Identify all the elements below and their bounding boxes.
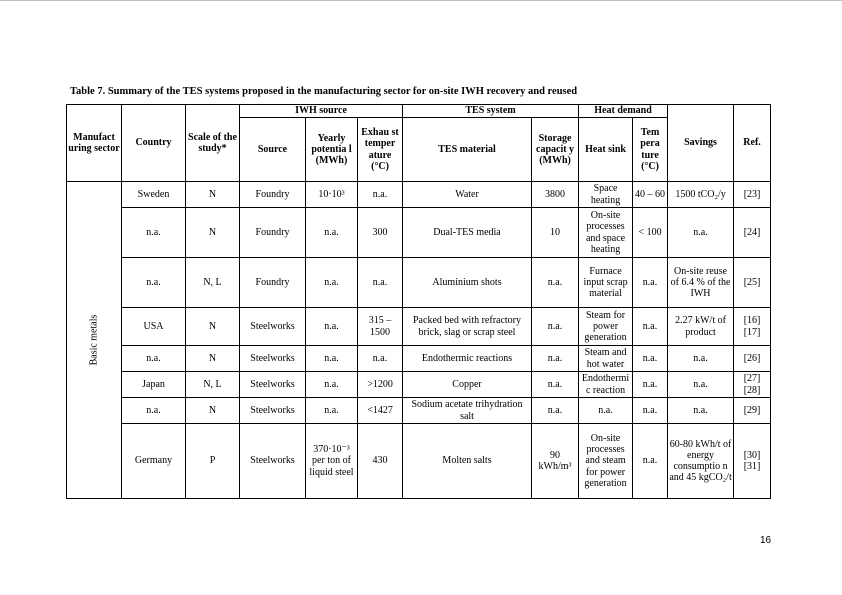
cell-ref: [30] [31] — [734, 424, 771, 499]
cell-tes-material: Endothermic reactions — [403, 346, 532, 372]
cell-savings: n.a. — [668, 372, 734, 398]
top-border-line — [0, 0, 842, 1]
table-row — [67, 346, 771, 372]
cell-heat-sink: Space heating — [579, 182, 633, 208]
cell-country: n.a. — [122, 258, 186, 308]
cell-storage-capacity: n.a. — [532, 398, 579, 424]
table-row — [67, 258, 771, 308]
table-row — [67, 182, 771, 208]
cell-yearly-potential: n.a. — [306, 208, 358, 258]
cell-tes-material: Water — [403, 182, 532, 208]
table-row — [67, 308, 771, 346]
cell-source: Steelworks — [240, 398, 306, 424]
cell-source: Steelworks — [240, 308, 306, 346]
header-ref: Ref. — [734, 105, 771, 182]
cell-yearly-potential: n.a. — [306, 372, 358, 398]
table-row — [67, 372, 771, 398]
cell-temperature: < 100 — [633, 208, 668, 258]
cell-scale: N — [186, 208, 240, 258]
cell-ref: [27] [28] — [734, 372, 771, 398]
cell-yearly-potential: n.a. — [306, 258, 358, 308]
header-heat-sink: Heat sink — [579, 118, 633, 182]
cell-heat-sink: On-site processes and steam for power generation — [579, 424, 633, 499]
cell-storage-capacity: 3800 — [532, 182, 579, 208]
header-exhaust-temperature: Exhau st temper ature (°C) — [358, 118, 403, 182]
cell-source: Foundry — [240, 208, 306, 258]
cell-exhaust-temperature: 315 – 1500 — [358, 308, 403, 346]
cell-ref: [29] — [734, 398, 771, 424]
cell-tes-material: Molten salts — [403, 424, 532, 499]
cell-country: n.a. — [122, 398, 186, 424]
cell-source: Foundry — [240, 258, 306, 308]
cell-tes-material: Aluminium shots — [403, 258, 532, 308]
cell-temperature: n.a. — [633, 398, 668, 424]
cell-temperature: n.a. — [633, 258, 668, 308]
cell-yearly-potential: n.a. — [306, 346, 358, 372]
cell-source: Steelworks — [240, 424, 306, 499]
cell-yearly-potential: n.a. — [306, 308, 358, 346]
cell-tes-material: Packed bed with refractory brick, slag or scrap steel — [403, 308, 532, 346]
cell-scale: N — [186, 182, 240, 208]
cell-ref: [24] — [734, 208, 771, 258]
cell-heat-sink: On-site processes and space heating — [579, 208, 633, 258]
cell-yearly-potential: n.a. — [306, 398, 358, 424]
cell-country: Japan — [122, 372, 186, 398]
cell-tes-material: Dual-TES media — [403, 208, 532, 258]
header-source: Source — [240, 118, 306, 182]
cell-country: Germany — [122, 424, 186, 499]
cell-exhaust-temperature: 300 — [358, 208, 403, 258]
table-caption: Table 7. Summary of the TES systems proposed in the manufacturing sector for on-site IWH recovery and reused — [70, 86, 578, 97]
cell-heat-sink: Steam for power generation — [579, 308, 633, 346]
header-tes-material: TES material — [403, 118, 532, 182]
cell-temperature: n.a. — [633, 346, 668, 372]
header-temperature: Tem pera ture (°C) — [633, 118, 668, 182]
cell-storage-capacity: n.a. — [532, 258, 579, 308]
cell-storage-capacity: n.a. — [532, 346, 579, 372]
cell-scale: N, L — [186, 372, 240, 398]
group-heat-demand: Heat demand — [579, 105, 668, 118]
header-scale: Scale of the study* — [186, 105, 240, 182]
cell-exhaust-temperature: n.a. — [358, 258, 403, 308]
cell-yearly-potential: 370·10⁻³ per ton of liquid steel — [306, 424, 358, 499]
cell-savings: n.a. — [668, 346, 734, 372]
header-country: Country — [122, 105, 186, 182]
cell-temperature: n.a. — [633, 372, 668, 398]
cell-country: n.a. — [122, 208, 186, 258]
cell-exhaust-temperature: n.a. — [358, 182, 403, 208]
cell-heat-sink: n.a. — [579, 398, 633, 424]
cell-temperature: n.a. — [633, 308, 668, 346]
cell-scale: N — [186, 346, 240, 372]
cell-yearly-potential: 10·10³ — [306, 182, 358, 208]
cell-country: USA — [122, 308, 186, 346]
cell-storage-capacity: 10 — [532, 208, 579, 258]
cell-exhaust-temperature: n.a. — [358, 346, 403, 372]
cell-source: Steelworks — [240, 346, 306, 372]
cell-storage-capacity: n.a. — [532, 372, 579, 398]
sector-label: Basic metals — [88, 314, 100, 366]
cell-tes-material: Sodium acetate trihydration salt — [403, 398, 532, 424]
cell-exhaust-temperature: 430 — [358, 424, 403, 499]
page-number: 16 — [760, 535, 772, 546]
header-storage-capacity: Storage capacit y (MWh) — [532, 118, 579, 182]
cell-heat-sink: Steam and hot water — [579, 346, 633, 372]
table-row — [67, 424, 771, 499]
cell-country: n.a. — [122, 346, 186, 372]
cell-storage-capacity: 90 kWh/m³ — [532, 424, 579, 499]
cell-savings: n.a. — [668, 398, 734, 424]
cell-scale: N — [186, 398, 240, 424]
cell-exhaust-temperature: <1427 — [358, 398, 403, 424]
cell-tes-material: Copper — [403, 372, 532, 398]
cell-scale: P — [186, 424, 240, 499]
cell-source: Steelworks — [240, 372, 306, 398]
cell-ref: [23] — [734, 182, 771, 208]
sector-cell — [67, 182, 122, 499]
cell-exhaust-temperature: >1200 — [358, 372, 403, 398]
cell-savings: 60-80 kWh/t of energy consumptio n and 45 kgCO₂/t — [668, 424, 734, 499]
group-tes-system: TES system — [403, 105, 579, 118]
cell-savings: 1500 tCO₂/y — [668, 182, 734, 208]
cell-heat-sink: Endothermi c reaction — [579, 372, 633, 398]
cell-scale: N, L — [186, 258, 240, 308]
header-savings: Savings — [668, 105, 734, 182]
cell-savings: 2.27 kW/t of product — [668, 308, 734, 346]
header-yearly-potential: Yearly potentia l (MWh) — [306, 118, 358, 182]
table-row — [67, 208, 771, 258]
cell-country: Sweden — [122, 182, 186, 208]
cell-ref: [16] [17] — [734, 308, 771, 346]
cell-savings: On-site reuse of 6.4 % of the IWH — [668, 258, 734, 308]
group-iwh-source: IWH source — [240, 105, 403, 118]
cell-savings: n.a. — [668, 208, 734, 258]
header-sector: Manufact uring sector — [67, 105, 122, 182]
cell-temperature: 40 – 60 — [633, 182, 668, 208]
cell-storage-capacity: n.a. — [532, 308, 579, 346]
cell-ref: [25] — [734, 258, 771, 308]
cell-heat-sink: Furnace input scrap material — [579, 258, 633, 308]
table-row — [67, 398, 771, 424]
cell-source: Foundry — [240, 182, 306, 208]
cell-temperature: n.a. — [633, 424, 668, 499]
tes-summary-table — [66, 104, 771, 499]
cell-scale: N — [186, 308, 240, 346]
cell-ref: [26] — [734, 346, 771, 372]
